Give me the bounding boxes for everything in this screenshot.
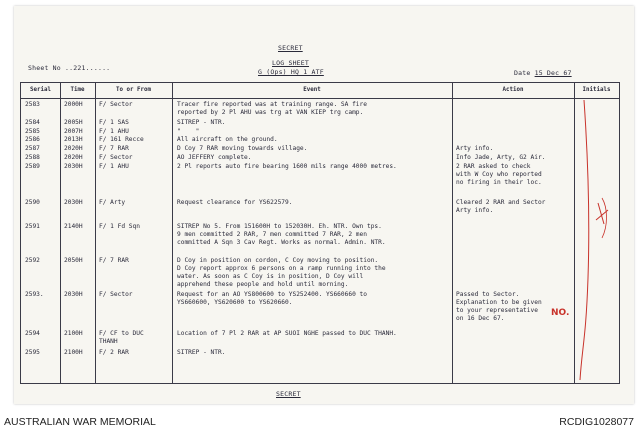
- row-serial: 2593.: [25, 291, 44, 298]
- row-event: Location of 7 Pl 2 RAR at AP SUOI NGHE passed to DUC THANH.: [177, 330, 397, 337]
- row-serial: 2585: [25, 128, 40, 135]
- row-serial: 2590: [25, 199, 40, 206]
- row-to-from: F/ 1 AHU: [99, 163, 129, 170]
- row-to-from: F/ 161 Recce: [99, 136, 144, 143]
- row-serial: 2589: [25, 163, 40, 170]
- handwritten-no-annotation: NO.: [551, 308, 570, 318]
- row-serial: 2594: [25, 330, 40, 337]
- col-divider: [60, 83, 61, 383]
- row-time: 2100H: [64, 330, 83, 337]
- row-serial: 2591: [25, 223, 40, 230]
- row-serial: 2586: [25, 136, 40, 143]
- row-to-from: F/ 7 RAR: [99, 145, 129, 152]
- footer-record-id: RCDIG1028077: [559, 416, 634, 428]
- row-action: Passed to Sector. Explanation to be given to your representative on 16 Dec 67.: [456, 291, 542, 322]
- row-action: 2 RAR asked to check with W Coy who reported no firing in their loc.: [456, 163, 542, 186]
- col-header-action: Action: [502, 87, 524, 93]
- header-divider: [21, 98, 619, 99]
- row-time: 2030H: [64, 199, 83, 206]
- row-event: Tracer fire reported was at training range. SA fire reported by 2 Pl AHU was trg at VAN KIEP trg camp.: [177, 101, 367, 116]
- row-to-from: F/ Sector: [99, 154, 133, 161]
- row-action: Info Jade, Arty, G2 Air.: [456, 154, 546, 161]
- row-to-from: F/ 7 RAR: [99, 257, 129, 264]
- row-to-from: F/ Sector: [99, 291, 133, 298]
- row-to-from: F/ Sector: [99, 101, 133, 108]
- col-header-initials: Initials: [582, 87, 611, 93]
- row-event: 2 Pl reports auto fire bearing 1600 mils range 4000 metres.: [177, 163, 397, 170]
- row-to-from: F/ 1 Fd Sqn: [99, 223, 140, 230]
- footer-archive-name: AUSTRALIAN WAR MEMORIAL: [4, 416, 156, 428]
- row-event: " ": [177, 128, 200, 135]
- row-event: All aircraft on the ground.: [177, 136, 278, 143]
- log-table: [20, 82, 620, 384]
- row-to-from: F/ 1 SAS: [99, 119, 129, 126]
- row-event: SITREP - NTR.: [177, 349, 226, 356]
- row-time: 2007H: [64, 128, 83, 135]
- row-to-from: F/ CF to DUC THANH: [99, 330, 144, 345]
- row-to-from: F/ Arty: [99, 199, 126, 206]
- classification-top: SECRET: [278, 44, 303, 52]
- classification-bottom: SECRET: [276, 390, 301, 398]
- row-time: 2000H: [64, 101, 83, 108]
- row-event: AO JEFFERY complete.: [177, 154, 252, 161]
- row-time: 2005H: [64, 119, 83, 126]
- row-event: SITREP - NTR.: [177, 119, 226, 126]
- row-time: 2050H: [64, 257, 83, 264]
- row-time: 2013H: [64, 136, 83, 143]
- row-time: 2030H: [64, 291, 83, 298]
- row-event: SITREP No 5. From 151600H to 152030H. Eh. NTR. Own tps. 9 men committed 2 RAR, 7 men committed 7 RAR, 2 men committed A Sqn 3 Cav Regt. Works as normal. Admin. NTR.: [177, 223, 386, 246]
- col-divider: [172, 83, 173, 383]
- col-divider: [95, 83, 96, 383]
- row-time: 2020H: [64, 154, 83, 161]
- row-serial: 2583: [25, 101, 40, 108]
- row-time: 2020H: [64, 145, 83, 152]
- log-sheet-title: LOG SHEET: [272, 59, 310, 67]
- row-action: Arty info.: [456, 145, 494, 152]
- row-serial: 2588: [25, 154, 40, 161]
- col-header-event: Event: [303, 87, 321, 93]
- row-serial: 2584: [25, 119, 40, 126]
- col-header-to-from: To or From: [116, 87, 151, 93]
- row-event: D Coy in position on cordon, C Coy moving to position. D Coy report approx 6 persons on a ramp running into the water. As soon as C Coy is in position, D Coy will apprehend these people and hold until morning.: [177, 257, 386, 288]
- row-to-from: F/ 2 RAR: [99, 349, 129, 356]
- sheet-number: [28, 64, 110, 72]
- red-pen-margin-line: [574, 98, 619, 383]
- row-action: Cleared 2 RAR and Sector Arty info.: [456, 199, 546, 214]
- col-header-serial: Serial: [30, 87, 51, 93]
- row-time: 2030H: [64, 163, 83, 170]
- row-event: Request for an AO YS800600 to YS252400. YS660660 to YS660600, YS620600 to YS620660.: [177, 291, 367, 306]
- row-time: 2140H: [64, 223, 83, 230]
- row-serial: 2587: [25, 145, 40, 152]
- unit-name: G (Ops) HQ 1 ATF: [258, 68, 324, 76]
- date-label: Date: [514, 69, 531, 77]
- row-event: D Coy 7 RAR moving towards village.: [177, 145, 308, 152]
- row-event: Request clearance for YS622579.: [177, 199, 293, 206]
- sheet-date: [514, 69, 572, 77]
- log-sheet-page: [14, 6, 634, 404]
- sheet-number-value: ..221......: [65, 64, 111, 72]
- sheet-number-label: Sheet No: [28, 64, 61, 72]
- col-header-time: Time: [70, 87, 85, 93]
- date-value: 15 Dec 67: [534, 69, 572, 77]
- row-to-from: F/ 1 AHU: [99, 128, 129, 135]
- row-serial: 2595: [25, 349, 40, 356]
- row-serial: 2592: [25, 257, 40, 264]
- row-time: 2100H: [64, 349, 83, 356]
- col-divider: [452, 83, 453, 383]
